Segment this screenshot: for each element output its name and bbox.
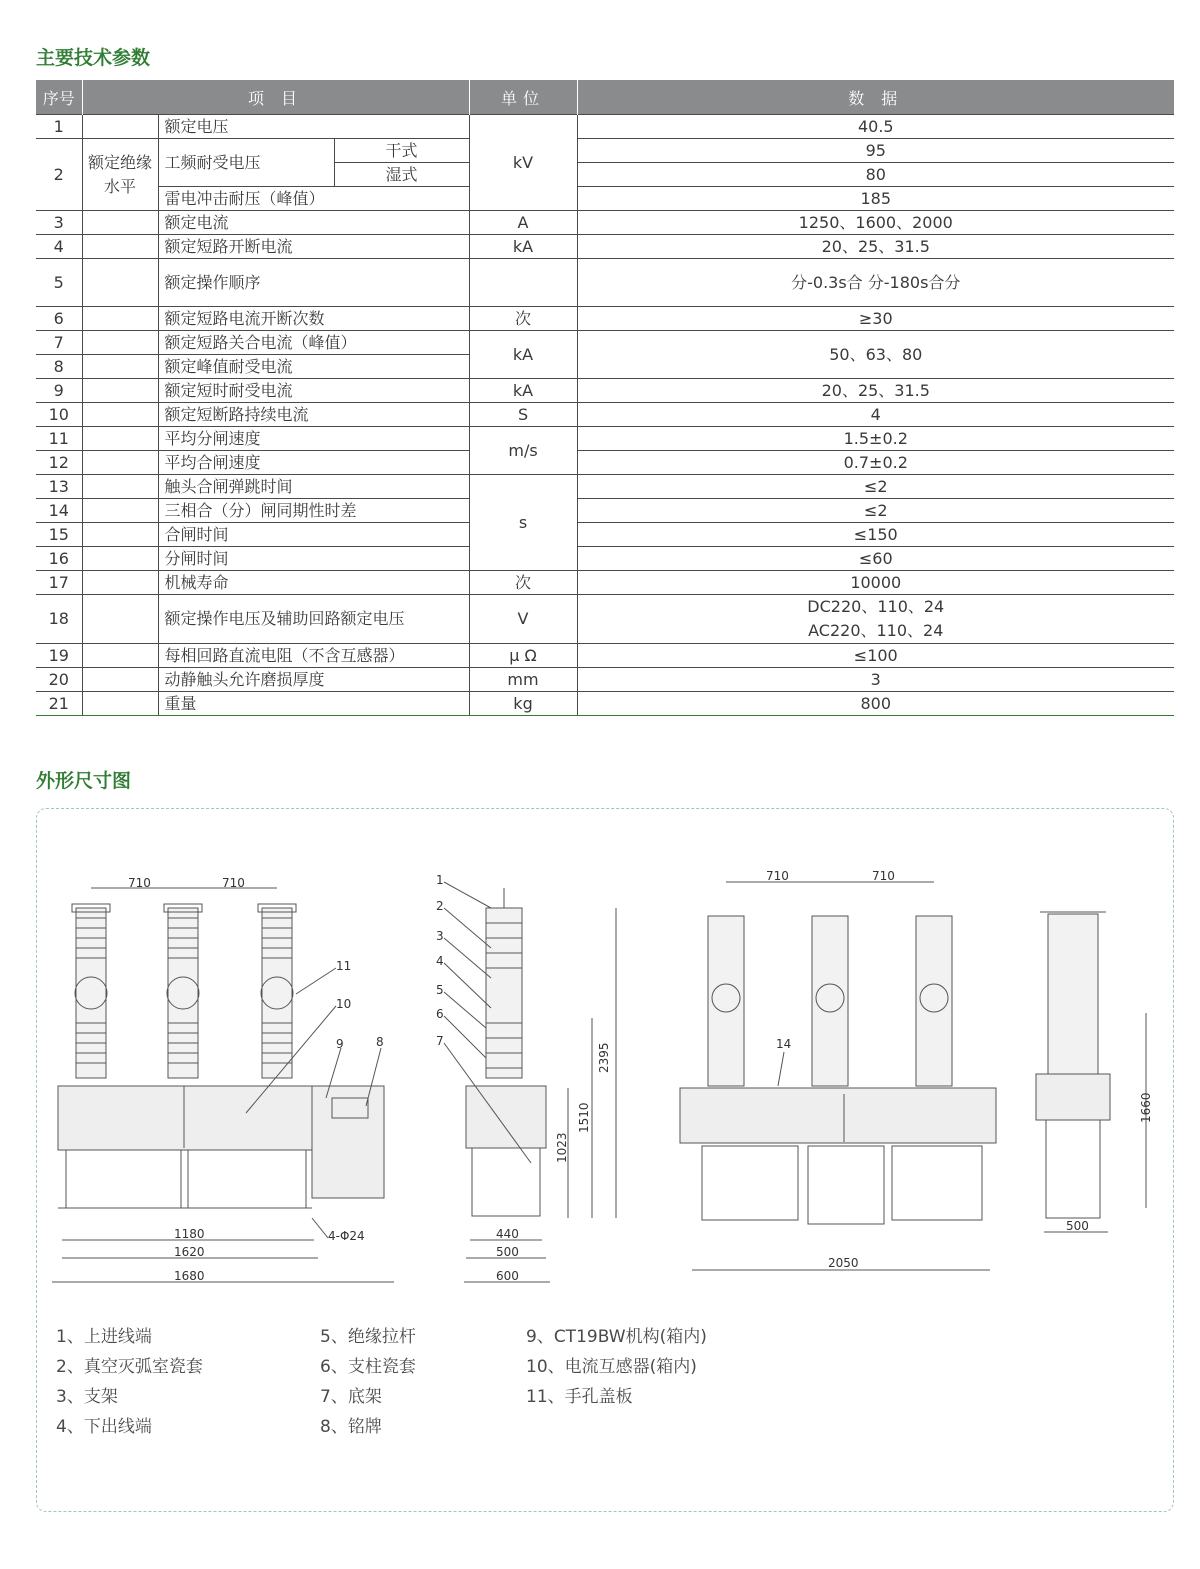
row-no: 2 — [36, 139, 82, 211]
svg-text:11: 11 — [336, 959, 352, 973]
legend-item: 2、真空灭弧室瓷套 — [56, 1357, 203, 1377]
svg-text:3: 3 — [436, 929, 444, 943]
row-item: 额定电压 — [158, 115, 469, 139]
table-row — [36, 139, 1174, 163]
svg-text:2050: 2050 — [828, 1256, 859, 1270]
svg-text:2395: 2395 — [597, 1042, 611, 1073]
rear-view — [680, 869, 996, 1270]
row-unit: kV — [469, 115, 577, 211]
svg-text:6: 6 — [436, 1007, 444, 1021]
dim-front-710b: 710 — [222, 876, 245, 890]
table-row: 6 额定短路电流开断次数 次 ≥30 — [36, 307, 1174, 331]
row-value: 40.5 — [577, 115, 1174, 139]
table-row: 11 平均分闸速度 m/s 1.5±0.2 — [36, 427, 1174, 451]
header-data: 数 据 — [577, 80, 1174, 115]
svg-text:14: 14 — [776, 1037, 792, 1051]
table-row: 16 分闸时间 ≤60 — [36, 547, 1174, 571]
legend-item: 11、手孔盖板 — [526, 1387, 633, 1407]
table-row: 8 额定峰值耐受电流 — [36, 355, 1174, 379]
row-value: 95 — [577, 139, 1174, 163]
svg-text:710: 710 — [872, 869, 895, 883]
table-row: 12 平均合闸速度 0.7±0.2 — [36, 451, 1174, 475]
side-view-2 — [1036, 912, 1153, 1233]
table-row: 17 机械寿命 次 10000 — [36, 571, 1174, 595]
table-row: 14 三相合（分）闸同期性时差 ≤2 — [36, 499, 1174, 523]
svg-text:1510: 1510 — [577, 1102, 591, 1133]
side-view — [436, 873, 616, 1283]
svg-text:500: 500 — [496, 1245, 519, 1259]
dim-front-1620: 1620 — [174, 1245, 205, 1259]
table-header-row — [36, 80, 1174, 115]
header-no: 序号 — [36, 80, 82, 115]
legend-item: 6、支柱瓷套 — [320, 1357, 416, 1377]
section-title-dimensions: 外形尺寸图 — [36, 770, 132, 792]
svg-text:710: 710 — [766, 869, 789, 883]
table-row: 10 额定短断路持续电流 S 4 — [36, 403, 1174, 427]
header-unit: 单位 — [469, 80, 577, 115]
table-row: 7 额定短路关合电流（峰值） kA 50、63、80 — [36, 331, 1174, 355]
svg-text:9: 9 — [336, 1037, 344, 1051]
legend-col-1 — [56, 1322, 203, 1442]
row-item: 雷电冲击耐压（峰值） — [158, 187, 469, 211]
table-row: 9 额定短时耐受电流 kA 20、25、31.5 — [36, 379, 1174, 403]
table-row — [36, 187, 1174, 211]
svg-text:4: 4 — [436, 954, 444, 968]
front-pole-1 — [72, 904, 110, 1078]
table-row: 20 动静触头允许磨损厚度 mm 3 — [36, 668, 1174, 692]
legend-item: 7、底架 — [320, 1387, 382, 1407]
legend-item: 4、下出线端 — [56, 1417, 152, 1437]
table-row: 15 合闸时间 ≤150 — [36, 523, 1174, 547]
legend-item: 5、绝缘拉杆 — [320, 1327, 416, 1347]
legend-col-3 — [526, 1322, 707, 1412]
svg-text:10: 10 — [336, 997, 352, 1011]
table-row — [36, 115, 1174, 139]
svg-text:440: 440 — [496, 1227, 519, 1241]
svg-text:5: 5 — [436, 983, 444, 997]
section-title-specs: 主要技术参数 — [36, 47, 151, 69]
front-pole-3 — [258, 904, 296, 1078]
legend-item: 10、电流互感器(箱内) — [526, 1357, 697, 1377]
table-row: 19 每相回路直流电阻（不含互感器） μ Ω ≤100 — [36, 644, 1174, 668]
row-no: 1 — [36, 115, 82, 139]
dim-front-1680: 1680 — [174, 1269, 205, 1283]
table-row: 13 触头合闸弹跳时间 s ≤2 — [36, 475, 1174, 499]
svg-text:600: 600 — [496, 1269, 519, 1283]
dim-front-1180: 1180 — [174, 1227, 205, 1241]
table-row: 4 额定短路开断电流 kA 20、25、31.5 — [36, 235, 1174, 259]
spec-table — [36, 80, 1174, 716]
legend-item: 8、铭牌 — [320, 1417, 382, 1437]
dim-front-710a: 710 — [128, 876, 151, 890]
row-value: 80 — [577, 163, 1174, 187]
svg-text:2: 2 — [436, 899, 444, 913]
front-view — [52, 876, 394, 1283]
row-group: 额定绝缘水平 — [88, 152, 153, 196]
svg-text:500: 500 — [1066, 1219, 1089, 1233]
svg-text:1023: 1023 — [555, 1132, 569, 1163]
legend-item: 1、上进线端 — [56, 1327, 152, 1347]
svg-text:7: 7 — [436, 1034, 444, 1048]
svg-text:8: 8 — [376, 1035, 384, 1049]
legend-item: 9、CT19BW机构(箱内) — [526, 1327, 707, 1347]
row-item: 工频耐受电压 — [158, 139, 334, 187]
svg-text:1: 1 — [436, 873, 444, 887]
svg-text:1660: 1660 — [1139, 1092, 1153, 1123]
legend-item: 3、支架 — [56, 1387, 118, 1407]
table-row: 18 额定操作电压及辅助回路额定电压 V DC220、110、24 AC220、110、24 — [36, 595, 1174, 644]
front-pole-2 — [164, 904, 202, 1078]
row-subitem: 干式 — [334, 139, 469, 163]
row-value: 185 — [577, 187, 1174, 211]
table-row: 5 额定操作顺序 分-0.3s合 分-180s合分 — [36, 259, 1174, 307]
table-row: 21 重量 kg 800 — [36, 692, 1174, 716]
table-row: 3 额定电流 A 1250、1600、2000 — [36, 211, 1174, 235]
row-subitem: 湿式 — [334, 163, 469, 187]
legend-col-2 — [320, 1322, 416, 1442]
header-item: 项 目 — [82, 80, 469, 115]
dim-front-holes: 4-Φ24 — [328, 1229, 365, 1243]
